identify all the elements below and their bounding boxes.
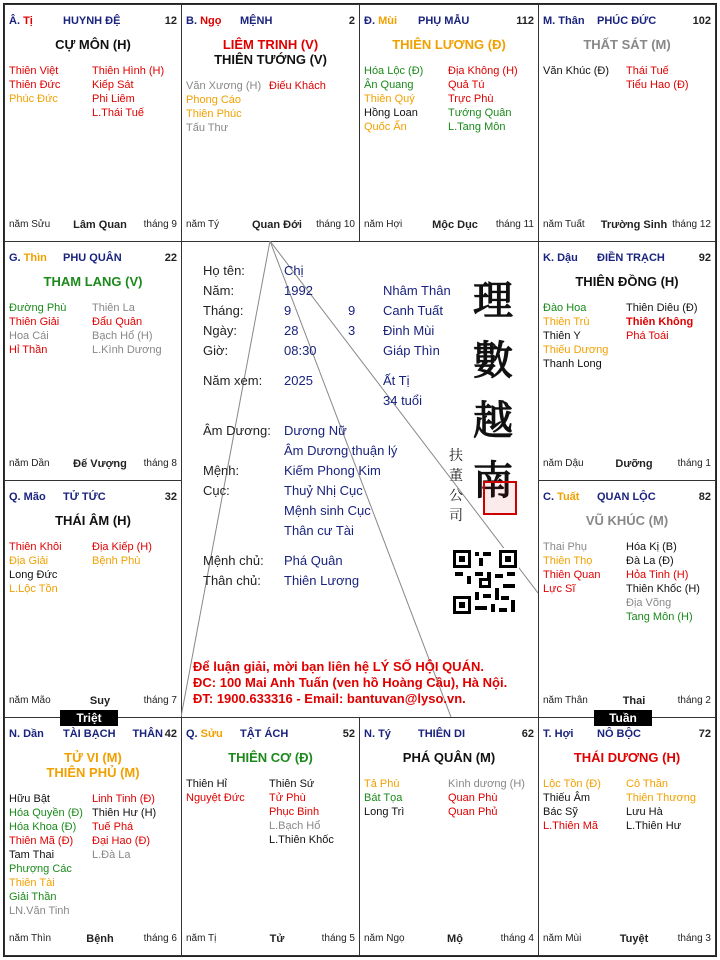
footer-year: năm Tý bbox=[186, 219, 220, 230]
palace-number: 102 bbox=[692, 15, 711, 27]
minor-stars-right bbox=[626, 540, 700, 624]
logo-char-3: 越 bbox=[473, 397, 513, 444]
footer-month: tháng 2 bbox=[677, 695, 711, 706]
minor-star: Đà La (Đ) bbox=[626, 555, 674, 567]
palace-name: TẬT ÁCH bbox=[240, 728, 289, 740]
minor-star: Thiên Y bbox=[543, 330, 581, 342]
minor-star: Thiên Quý bbox=[364, 93, 415, 105]
main-star: THAM LANG (V) bbox=[43, 274, 143, 289]
footer-year: năm Hợi bbox=[364, 219, 403, 230]
red-seal-stamp bbox=[483, 481, 517, 515]
minor-star: Tấu Thư bbox=[186, 122, 229, 134]
minor-star: Hoa Cái bbox=[9, 330, 49, 342]
minor-star: Hóa Kị (B) bbox=[626, 541, 677, 553]
minor-star: Nguyệt Đức bbox=[186, 792, 245, 804]
minor-star: Lộc Tồn (Đ) bbox=[543, 778, 601, 790]
palace-name: THIÊN DI bbox=[418, 728, 466, 740]
palace-number: 62 bbox=[521, 728, 534, 740]
main-star: VŨ KHÚC (M) bbox=[585, 513, 669, 528]
minor-star: L.Thiên Khốc bbox=[269, 834, 334, 846]
day-can: Đinh Mùi bbox=[383, 323, 435, 338]
minor-star: Bát Tọa bbox=[364, 792, 403, 804]
palace-name: PHỤ MẪU bbox=[418, 15, 470, 27]
minor-star: Quốc Ấn bbox=[364, 121, 407, 133]
minor-star: Tả Phù bbox=[364, 778, 400, 790]
qr-code-icon bbox=[451, 548, 519, 616]
view-year-label: Năm xem: bbox=[203, 373, 263, 388]
minor-stars-right bbox=[269, 79, 326, 93]
palace-branch: Q. Mão bbox=[9, 491, 46, 503]
minor-star: Thiên Trù bbox=[543, 316, 590, 328]
minor-star: Tử Phù bbox=[269, 792, 306, 804]
minor-stars-right bbox=[92, 792, 156, 862]
main-star: THẤT SÁT (M) bbox=[583, 37, 671, 52]
footer-year: năm Dậu bbox=[543, 458, 584, 469]
palace-footer bbox=[543, 695, 711, 709]
main-star: TỬ VI (M) bbox=[64, 750, 122, 765]
palace-number: 32 bbox=[164, 491, 177, 503]
palace-footer bbox=[186, 219, 355, 233]
minor-star: Thiên Khốc (H) bbox=[626, 583, 700, 595]
minor-stars-right bbox=[626, 777, 696, 833]
minor-star: Lưu Hà bbox=[626, 806, 663, 818]
name-value: Chị bbox=[284, 263, 304, 278]
minor-star: Ân Quang bbox=[364, 79, 414, 91]
footer-month: tháng 5 bbox=[321, 933, 355, 944]
minor-star: Thiên Hư (H) bbox=[92, 807, 157, 819]
main-star: THIÊN PHỦ (M) bbox=[46, 765, 140, 780]
month-can: Canh Tuất bbox=[383, 303, 443, 318]
menhchu-label: Mệnh chủ: bbox=[203, 553, 264, 568]
palace-number: 82 bbox=[698, 491, 711, 503]
logo-char-4: 南 bbox=[473, 457, 513, 504]
minor-star: Quả Tú bbox=[448, 79, 485, 91]
palace-name: NÔ BỘC bbox=[597, 728, 641, 740]
minor-star: Địa Giải bbox=[9, 555, 49, 567]
palace-number: 22 bbox=[164, 252, 177, 264]
minor-stars-left bbox=[543, 777, 601, 833]
minor-star: Hỉ Thần bbox=[9, 344, 48, 356]
year-can: Nhâm Thân bbox=[383, 283, 451, 298]
palace-branch: T. Hợi bbox=[543, 728, 574, 740]
palace-header bbox=[543, 252, 711, 266]
palace-name: PHÚC ĐỨC bbox=[597, 15, 657, 27]
footer-year: năm Tuất bbox=[543, 219, 585, 230]
minor-star: Thanh Long bbox=[543, 358, 602, 370]
minor-star: Tiểu Hao (Đ) bbox=[626, 79, 689, 91]
minor-star: Thiên Việt bbox=[9, 65, 59, 77]
minor-star: Thiên Thọ bbox=[543, 555, 593, 567]
palace-branch: N. Dần bbox=[9, 728, 44, 740]
minor-star: L.Kình Dương bbox=[92, 344, 162, 356]
footer-year: năm Dần bbox=[9, 458, 50, 469]
minor-star: Phi Liêm bbox=[92, 93, 135, 105]
palace-header bbox=[543, 728, 711, 742]
footer-stage: Tử bbox=[269, 933, 285, 945]
footer-year: năm Tị bbox=[186, 933, 217, 944]
minor-star: Quan Phù bbox=[448, 792, 498, 804]
minor-star: Địa Không (H) bbox=[448, 65, 518, 77]
minor-star: L.Thái Tuế bbox=[92, 107, 144, 119]
palace-branch: Â. Tị bbox=[9, 15, 33, 27]
minor-stars-right bbox=[448, 777, 525, 819]
footer-stage: Quan Đới bbox=[252, 219, 302, 231]
palace-footer bbox=[543, 458, 711, 472]
name-label: Họ tên: bbox=[203, 263, 245, 278]
minor-star: Phượng Các bbox=[9, 863, 72, 875]
minor-star: Tang Môn (H) bbox=[626, 611, 693, 623]
minor-star: Thiên La bbox=[92, 302, 135, 314]
minor-star: Bác Sỹ bbox=[543, 806, 578, 818]
palace-name: PHU QUÂN bbox=[63, 252, 122, 264]
palace-cell-thin bbox=[4, 241, 182, 481]
logo-char-2: 數 bbox=[473, 337, 513, 384]
minor-star: Thiên Sứ bbox=[269, 778, 315, 790]
minor-stars-left bbox=[364, 64, 423, 134]
palace-cell-ngo bbox=[181, 4, 360, 242]
minor-star: Thiên Mã (Đ) bbox=[9, 835, 74, 847]
cuc-3: Thân cư Tài bbox=[284, 523, 354, 538]
palace-number: 72 bbox=[698, 728, 711, 740]
palace-header bbox=[9, 252, 177, 266]
palace-cell-ty2 bbox=[359, 717, 539, 956]
minor-star: Tam Thai bbox=[9, 849, 55, 861]
palace-name: TỬ TỨC bbox=[63, 491, 106, 503]
day-lunar: 3 bbox=[348, 323, 356, 338]
amduong-1: Dương Nữ bbox=[284, 423, 347, 438]
palace-name: ĐIỀN TRẠCH bbox=[597, 252, 665, 264]
palace-header bbox=[364, 15, 534, 29]
palace-cell-than bbox=[538, 4, 716, 242]
footer-month: tháng 12 bbox=[672, 219, 711, 230]
minor-stars-left bbox=[9, 64, 60, 106]
minor-star: L.Bạch Hổ bbox=[269, 820, 321, 832]
palace-header bbox=[9, 15, 177, 29]
minor-star: Văn Xương (H) bbox=[186, 80, 262, 92]
than-marker: THÂN bbox=[132, 728, 163, 740]
minor-stars-right bbox=[626, 64, 689, 92]
contact-line-2: ĐC: 100 Mai Anh Tuấn (ven hồ Hoàng Cầu), Hà Nội. bbox=[193, 675, 508, 690]
minor-star: Tướng Quân bbox=[448, 107, 512, 119]
minor-stars-right bbox=[92, 64, 164, 120]
minor-stars-right bbox=[269, 777, 334, 847]
center-info-panel bbox=[181, 241, 538, 717]
minor-star: Hóa Quyền (Đ) bbox=[9, 807, 83, 819]
day-solar: 28 bbox=[284, 323, 299, 338]
palace-number: 112 bbox=[516, 15, 534, 27]
main-star: THIÊN ĐỒNG (H) bbox=[575, 274, 679, 289]
year-value: 1992 bbox=[284, 283, 313, 298]
palace-footer bbox=[364, 219, 534, 233]
palace-number: 42 bbox=[164, 728, 177, 740]
minor-star: LN.Văn Tinh bbox=[9, 905, 70, 917]
minor-star: Tuế Phá bbox=[92, 821, 134, 833]
minor-star: Phục Binh bbox=[269, 806, 320, 818]
minor-star: Thiên Thương bbox=[626, 792, 697, 804]
menh-label: Mệnh: bbox=[203, 463, 240, 478]
amduong-label: Âm Dương: bbox=[203, 423, 271, 438]
minor-star: Địa Kiếp (H) bbox=[92, 541, 152, 553]
palace-header bbox=[364, 728, 534, 742]
palace-number: 92 bbox=[698, 252, 711, 264]
palace-cell-mui bbox=[359, 4, 539, 242]
minor-stars-left bbox=[364, 777, 404, 819]
view-year-can: Ất Tị bbox=[383, 373, 410, 388]
footer-month: tháng 7 bbox=[143, 695, 177, 706]
minor-star: Phúc Đức bbox=[9, 93, 58, 105]
minor-star: L.Thiên Mã bbox=[543, 820, 599, 832]
minor-star: Long Đức bbox=[9, 569, 58, 581]
palace-number: 52 bbox=[342, 728, 355, 740]
month-lunar: 9 bbox=[348, 303, 356, 318]
cuc-2: Mệnh sinh Cục bbox=[284, 503, 371, 518]
tuan-badge: Tuần bbox=[594, 710, 652, 726]
menh-value: Kiếm Phong Kim bbox=[284, 463, 381, 478]
calligraphy-logo bbox=[463, 271, 523, 511]
minor-stars-left bbox=[9, 540, 62, 596]
palace-number: 12 bbox=[164, 15, 177, 27]
footer-year: năm Mão bbox=[9, 695, 51, 706]
minor-star: L.Thiên Hư bbox=[626, 820, 682, 832]
footer-stage: Mộ bbox=[447, 933, 463, 945]
age: 34 tuổi bbox=[383, 393, 423, 408]
minor-star: Lực Sĩ bbox=[543, 583, 576, 595]
palace-header bbox=[9, 491, 177, 505]
minor-star: L.Lộc Tồn bbox=[9, 583, 58, 595]
minor-star: Quan Phủ bbox=[448, 806, 498, 818]
footer-month: tháng 11 bbox=[495, 219, 534, 230]
main-star: THÁI ÂM (H) bbox=[55, 513, 131, 528]
minor-star: Văn Khúc (Đ) bbox=[543, 65, 610, 77]
month-solar: 9 bbox=[284, 303, 292, 318]
contact-line-1: Để luận giải, mời bạn liên hệ LÝ SỐ HỘI QUÁN. bbox=[193, 659, 484, 674]
footer-year: năm Thân bbox=[543, 695, 588, 706]
main-star: LIÊM TRINH (V) bbox=[222, 37, 319, 52]
footer-month: tháng 1 bbox=[677, 458, 711, 469]
view-year-value: 2025 bbox=[284, 373, 313, 388]
minor-star: Phá Toái bbox=[626, 330, 669, 342]
minor-star: Hóa Khoa (Đ) bbox=[9, 821, 77, 833]
palace-branch: K. Dậu bbox=[543, 252, 578, 264]
footer-stage: Bệnh bbox=[86, 933, 114, 945]
palace-cell-tuat bbox=[538, 480, 716, 718]
footer-month: tháng 4 bbox=[500, 933, 534, 944]
amduong-2: Âm Dương thuận lý bbox=[284, 443, 398, 458]
footer-month: tháng 3 bbox=[677, 933, 711, 944]
minor-star: L.Tang Môn bbox=[448, 121, 506, 133]
palace-cell-mao bbox=[4, 480, 182, 718]
hour-label: Giờ: bbox=[203, 343, 229, 358]
minor-star: Hóa Lộc (Đ) bbox=[364, 65, 424, 77]
minor-star: Đào Hoa bbox=[543, 302, 587, 314]
menhchu-value: Phá Quân bbox=[284, 553, 343, 568]
palace-cell-dau bbox=[538, 241, 716, 481]
minor-star: L.Đà La bbox=[92, 849, 131, 861]
footer-month: tháng 9 bbox=[143, 219, 177, 230]
thanchu-value: Thiên Lương bbox=[284, 573, 360, 588]
minor-star: Giải Thần bbox=[9, 891, 57, 903]
palace-branch: N. Tý bbox=[364, 728, 391, 740]
palace-footer bbox=[9, 219, 177, 233]
palace-branch: Q. Sửu bbox=[186, 728, 223, 740]
palace-footer bbox=[543, 219, 711, 233]
footer-month: tháng 10 bbox=[316, 219, 355, 230]
palace-name: MỆNH bbox=[240, 15, 273, 27]
footer-year: năm Mùi bbox=[543, 933, 582, 944]
minor-stars-left bbox=[543, 540, 600, 596]
palace-header bbox=[543, 15, 711, 29]
footer-year: năm Sửu bbox=[9, 219, 51, 230]
palace-cell-suu bbox=[181, 717, 360, 956]
minor-star: Thiên Không bbox=[626, 316, 694, 328]
palace-number: 2 bbox=[348, 15, 355, 27]
minor-star: Kình dương (H) bbox=[448, 778, 525, 790]
hour-value: 08:30 bbox=[284, 343, 317, 358]
palace-footer bbox=[186, 933, 355, 947]
minor-star: Thiên Phúc bbox=[186, 108, 242, 120]
footer-month: tháng 8 bbox=[143, 458, 177, 469]
palace-header bbox=[543, 491, 711, 505]
palace-header bbox=[186, 728, 355, 742]
minor-stars-right bbox=[626, 301, 698, 343]
palace-footer bbox=[543, 933, 711, 947]
main-star: THÁI DƯƠNG (H) bbox=[573, 750, 681, 765]
footer-stage: Suy bbox=[89, 695, 111, 707]
minor-star: Hỏa Tinh (H) bbox=[626, 569, 689, 581]
footer-year: năm Thìn bbox=[9, 933, 52, 944]
contact-line-3: ĐT: 1900.633316 - Email: bantuvan@lyso.vn. bbox=[193, 691, 466, 706]
main-star: THIÊN CƠ (Đ) bbox=[228, 750, 313, 765]
palace-header bbox=[186, 15, 355, 29]
minor-star: Hồng Loan bbox=[364, 107, 418, 119]
footer-month: tháng 6 bbox=[143, 933, 177, 944]
minor-star: Đường Phù bbox=[9, 302, 67, 314]
minor-stars-right bbox=[92, 540, 152, 568]
side-calligraphy: 扶 董 公 司 bbox=[449, 448, 463, 524]
minor-star: Đẩu Quân bbox=[92, 316, 143, 328]
minor-star: Thiên Hỉ bbox=[186, 778, 227, 790]
palace-footer bbox=[9, 458, 177, 472]
thanchu-label: Thân chủ: bbox=[203, 573, 261, 588]
minor-star: Long Trì bbox=[364, 806, 405, 818]
minor-star: Thiên Diêu (Đ) bbox=[626, 302, 698, 314]
footer-stage: Mộc Dục bbox=[432, 219, 478, 231]
palace-branch: Đ. Mùi bbox=[364, 15, 398, 27]
minor-stars-left bbox=[9, 792, 83, 918]
palace-name: HUYNH ĐỆ bbox=[63, 15, 121, 27]
minor-stars-left bbox=[186, 79, 261, 135]
year-label: Năm: bbox=[203, 283, 235, 298]
palace-name: QUAN LỘC bbox=[597, 491, 656, 503]
minor-star: Thiên Quan bbox=[543, 569, 601, 581]
minor-star: Thiên Đức bbox=[9, 79, 61, 91]
minor-star: Trực Phù bbox=[448, 93, 494, 105]
cuc-label: Cục: bbox=[203, 483, 230, 498]
minor-star: Hữu Bật bbox=[9, 793, 50, 805]
cuc-1: Thuỷ Nhị Cục bbox=[284, 483, 363, 498]
palace-branch: M. Thân bbox=[543, 15, 585, 27]
logo-char-1: 理 bbox=[473, 277, 513, 324]
minor-star: Đại Hao (Đ) bbox=[92, 835, 151, 847]
month-label: Tháng: bbox=[203, 303, 244, 318]
footer-stage: Dưỡng bbox=[615, 458, 653, 470]
minor-stars-left bbox=[186, 777, 245, 805]
minor-star: Thiên Hình (H) bbox=[92, 65, 165, 77]
palace-cell-ty bbox=[4, 4, 182, 242]
minor-star: Bạch Hổ (H) bbox=[92, 330, 153, 342]
footer-stage: Đế Vượng bbox=[73, 458, 127, 470]
palace-branch: G. Thìn bbox=[9, 252, 47, 264]
minor-star: Địa Võng bbox=[626, 597, 672, 609]
palace-name: TÀI BẠCH bbox=[63, 728, 116, 740]
minor-star: Thái Tuế bbox=[626, 65, 669, 77]
palace-cell-hoi bbox=[538, 717, 716, 956]
footer-stage: Thai bbox=[622, 695, 646, 707]
minor-stars-left bbox=[543, 301, 608, 371]
palace-header bbox=[9, 728, 177, 742]
triet-badge: Triệt bbox=[60, 710, 118, 726]
main-star: THIÊN TƯỚNG (V) bbox=[214, 52, 327, 67]
footer-stage: Trường Sinh bbox=[600, 219, 668, 231]
palace-footer bbox=[9, 933, 177, 947]
footer-stage: Lâm Quan bbox=[73, 219, 127, 231]
palace-branch: C. Tuất bbox=[543, 491, 580, 503]
minor-stars-right bbox=[448, 64, 518, 134]
main-star: THIÊN LƯƠNG (Đ) bbox=[392, 37, 506, 52]
palace-branch: B. Ngọ bbox=[186, 15, 222, 27]
main-star: PHÁ QUÂN (M) bbox=[402, 750, 496, 765]
minor-star: Bệnh Phù bbox=[92, 555, 141, 567]
minor-star: Thai Phụ bbox=[543, 541, 588, 553]
minor-star: Thiên Khôi bbox=[9, 541, 62, 553]
footer-year: năm Ngọ bbox=[364, 933, 405, 944]
hour-can: Giáp Thìn bbox=[383, 343, 440, 358]
minor-star: Kiếp Sát bbox=[92, 79, 134, 91]
minor-star: Cô Thần bbox=[626, 778, 668, 790]
minor-star: Phong Cáo bbox=[186, 94, 242, 106]
minor-stars-right bbox=[92, 301, 162, 357]
palace-cell-dan bbox=[4, 717, 182, 956]
palace-footer bbox=[9, 695, 177, 709]
minor-star: Linh Tinh (Đ) bbox=[92, 793, 155, 805]
minor-star: Thiên Tài bbox=[9, 877, 55, 889]
palace-footer bbox=[364, 933, 534, 947]
day-label: Ngày: bbox=[203, 323, 237, 338]
minor-star: Thiếu Dương bbox=[543, 344, 609, 356]
minor-star: Thiếu Âm bbox=[543, 792, 591, 804]
minor-stars-left bbox=[543, 64, 609, 78]
footer-stage: Tuyệt bbox=[619, 933, 649, 945]
main-star: CỰ MÔN (H) bbox=[55, 37, 131, 52]
minor-stars-left bbox=[9, 301, 66, 357]
minor-star: Thiên Giải bbox=[9, 316, 60, 328]
minor-star: Điếu Khách bbox=[269, 80, 326, 92]
